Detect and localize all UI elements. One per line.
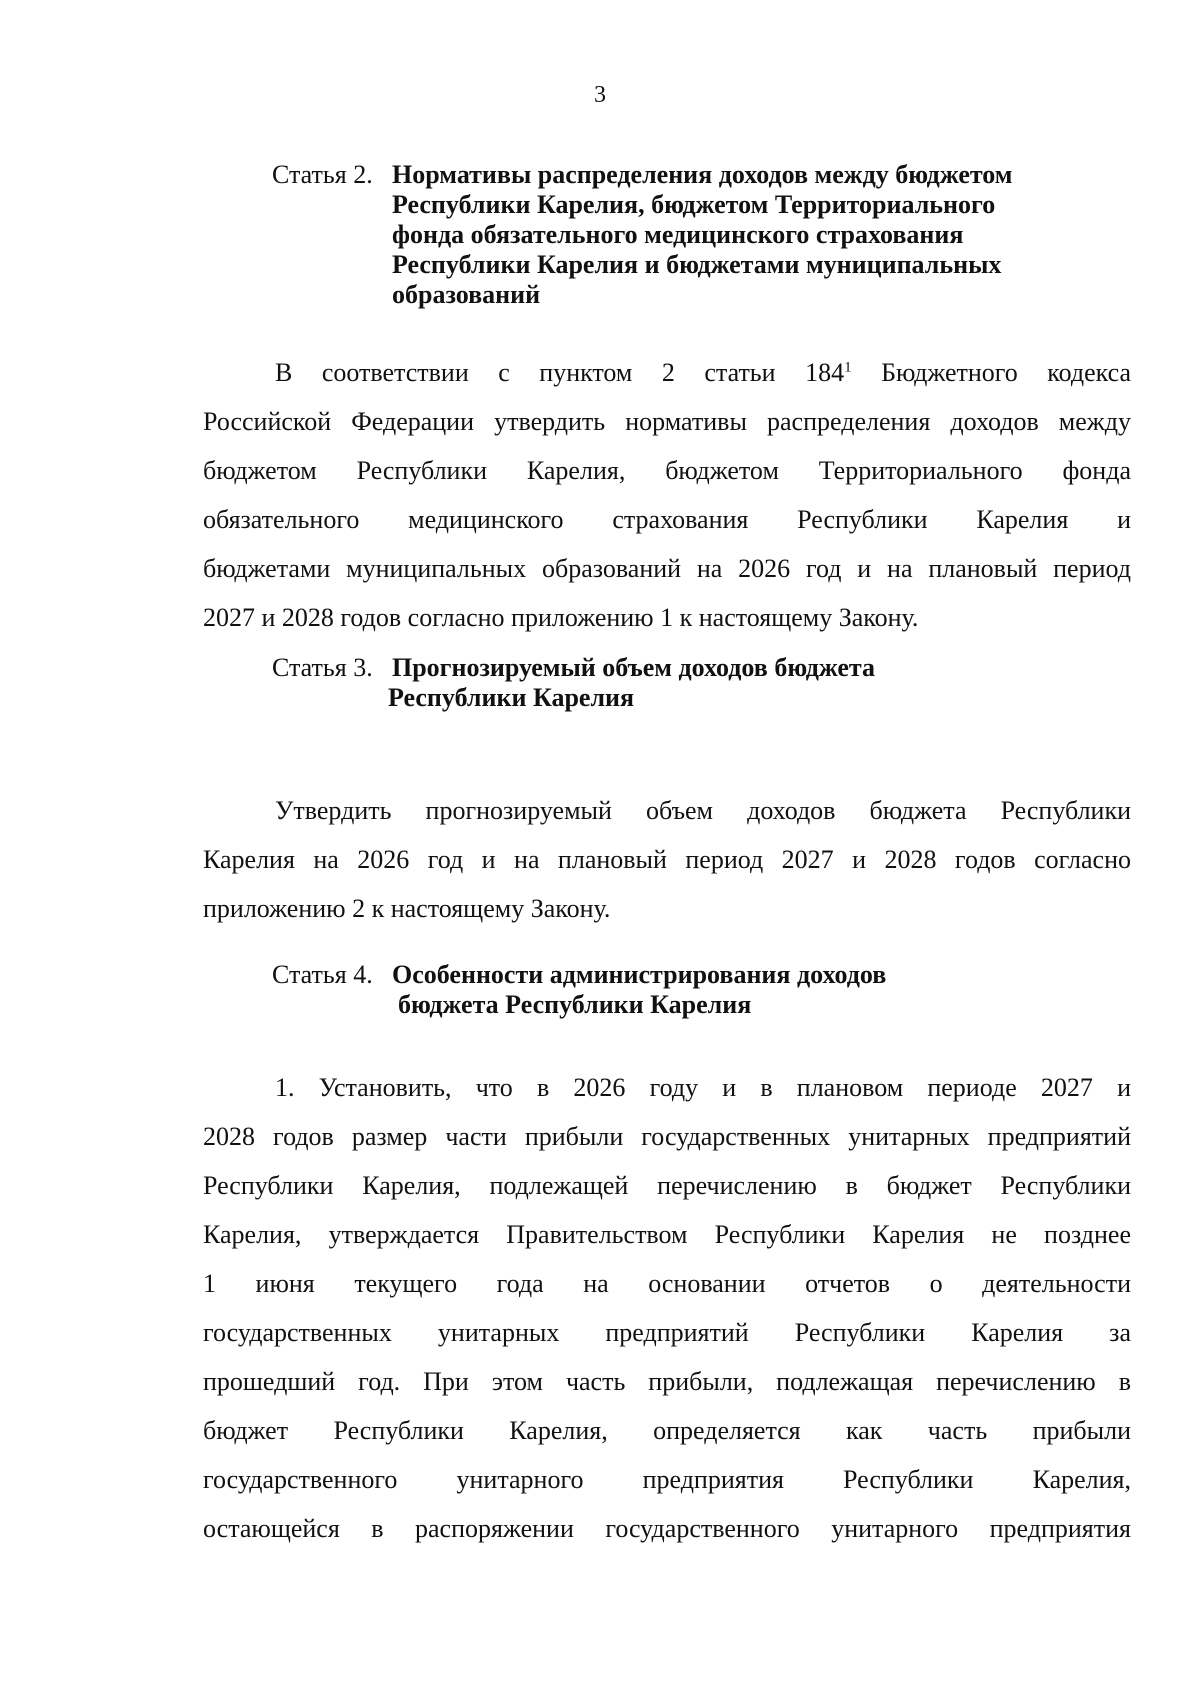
article-2-title-line: фонда обязательного медицинского страхования (392, 220, 964, 249)
article-4-body-line: государственного унитарного предприятия Республики Карелия, (203, 1465, 1131, 1494)
superscript: 1 (844, 359, 852, 376)
article-2-body (203, 348, 1131, 642)
article-2-body-text: Бюджетного кодекса (851, 358, 1131, 387)
article-3-label: Статья 3. (272, 653, 373, 682)
article-4-title-line: бюджета Республики Карелия (398, 990, 752, 1019)
article-2-title-line: Республики Карелия и бюджетами муниципальных (392, 250, 1002, 279)
article-3-heading (0, 653, 1200, 713)
article-2-body-text: В соответствии с пунктом 2 статьи 184 (275, 358, 845, 387)
article-4-body-line: остающейся в распоряжении государственного унитарного предприятия (203, 1514, 1131, 1543)
article-3-body (203, 786, 1131, 933)
article-4-label: Статья 4. (272, 960, 373, 989)
article-4-heading (0, 960, 1200, 1020)
article-4-body-line: прошедший год. При этом часть прибыли, подлежащая перечислению в (203, 1367, 1131, 1396)
article-4-body-line: государственных унитарных предприятий Республики Карелия за (203, 1318, 1131, 1347)
article-4-title-line: Особенности администрирования доходов (392, 960, 887, 989)
article-3-title-line: Республики Карелия (388, 683, 635, 712)
article-2-title-line: Республики Карелия, бюджетом Территориального (392, 190, 996, 219)
article-4-body-line: Карелия, утверждается Правительством Республики Карелия не позднее (203, 1220, 1131, 1249)
article-3-body-line: приложению 2 к настоящему Закону. (203, 894, 611, 923)
article-2-heading (0, 160, 1200, 310)
article-2-title (392, 160, 1112, 310)
article-4 (0, 960, 1200, 1020)
article-4-body (203, 1063, 1131, 1553)
article-2-title-line: образований (392, 280, 541, 309)
article-3 (0, 653, 1200, 713)
article-2 (0, 160, 1200, 310)
article-3-title (388, 653, 1112, 713)
article-2-body-line: обязательного медицинского страхования Республики Карелия и (203, 505, 1131, 534)
article-4-body-line: 2028 годов размер части прибыли государственных унитарных предприятий (203, 1122, 1131, 1151)
article-2-body-line: бюджетом Республики Карелия, бюджетом Территориального фонда (203, 456, 1131, 485)
article-2-body-line: бюджетами муниципальных образований на 2026 год и на плановый период (203, 554, 1131, 583)
article-4-body-line: бюджет Республики Карелия, определяется как часть прибыли (203, 1416, 1131, 1445)
article-3-body-line: Утвердить прогнозируемый объем доходов бюджета Республики (275, 796, 1131, 825)
article-4-body-line: 1. Установить, что в 2026 году и в плановом периоде 2027 и (275, 1073, 1131, 1102)
article-2-body-line: Российской Федерации утвердить нормативы распределения доходов между (203, 407, 1131, 436)
page-number: 3 (594, 82, 606, 108)
article-4-body-line: Республики Карелия, подлежащей перечислению в бюджет Республики (203, 1171, 1131, 1200)
article-4-title (392, 960, 1112, 1020)
article-3-title-line: Прогнозируемый объем доходов бюджета (392, 653, 875, 682)
article-2-body-line (203, 348, 1131, 397)
article-2-title-line: Нормативы распределения доходов между бюджетом (392, 160, 1013, 189)
article-3-body-line: Карелия на 2026 год и на плановый период 2027 и 2028 годов согласно (203, 845, 1131, 874)
article-2-label: Статья 2. (272, 160, 373, 189)
article-2-body-line: 2027 и 2028 годов согласно приложению 1 к настоящему Закону. (203, 603, 919, 632)
article-4-body-line: 1 июня текущего года на основании отчетов о деятельности (203, 1269, 1131, 1298)
